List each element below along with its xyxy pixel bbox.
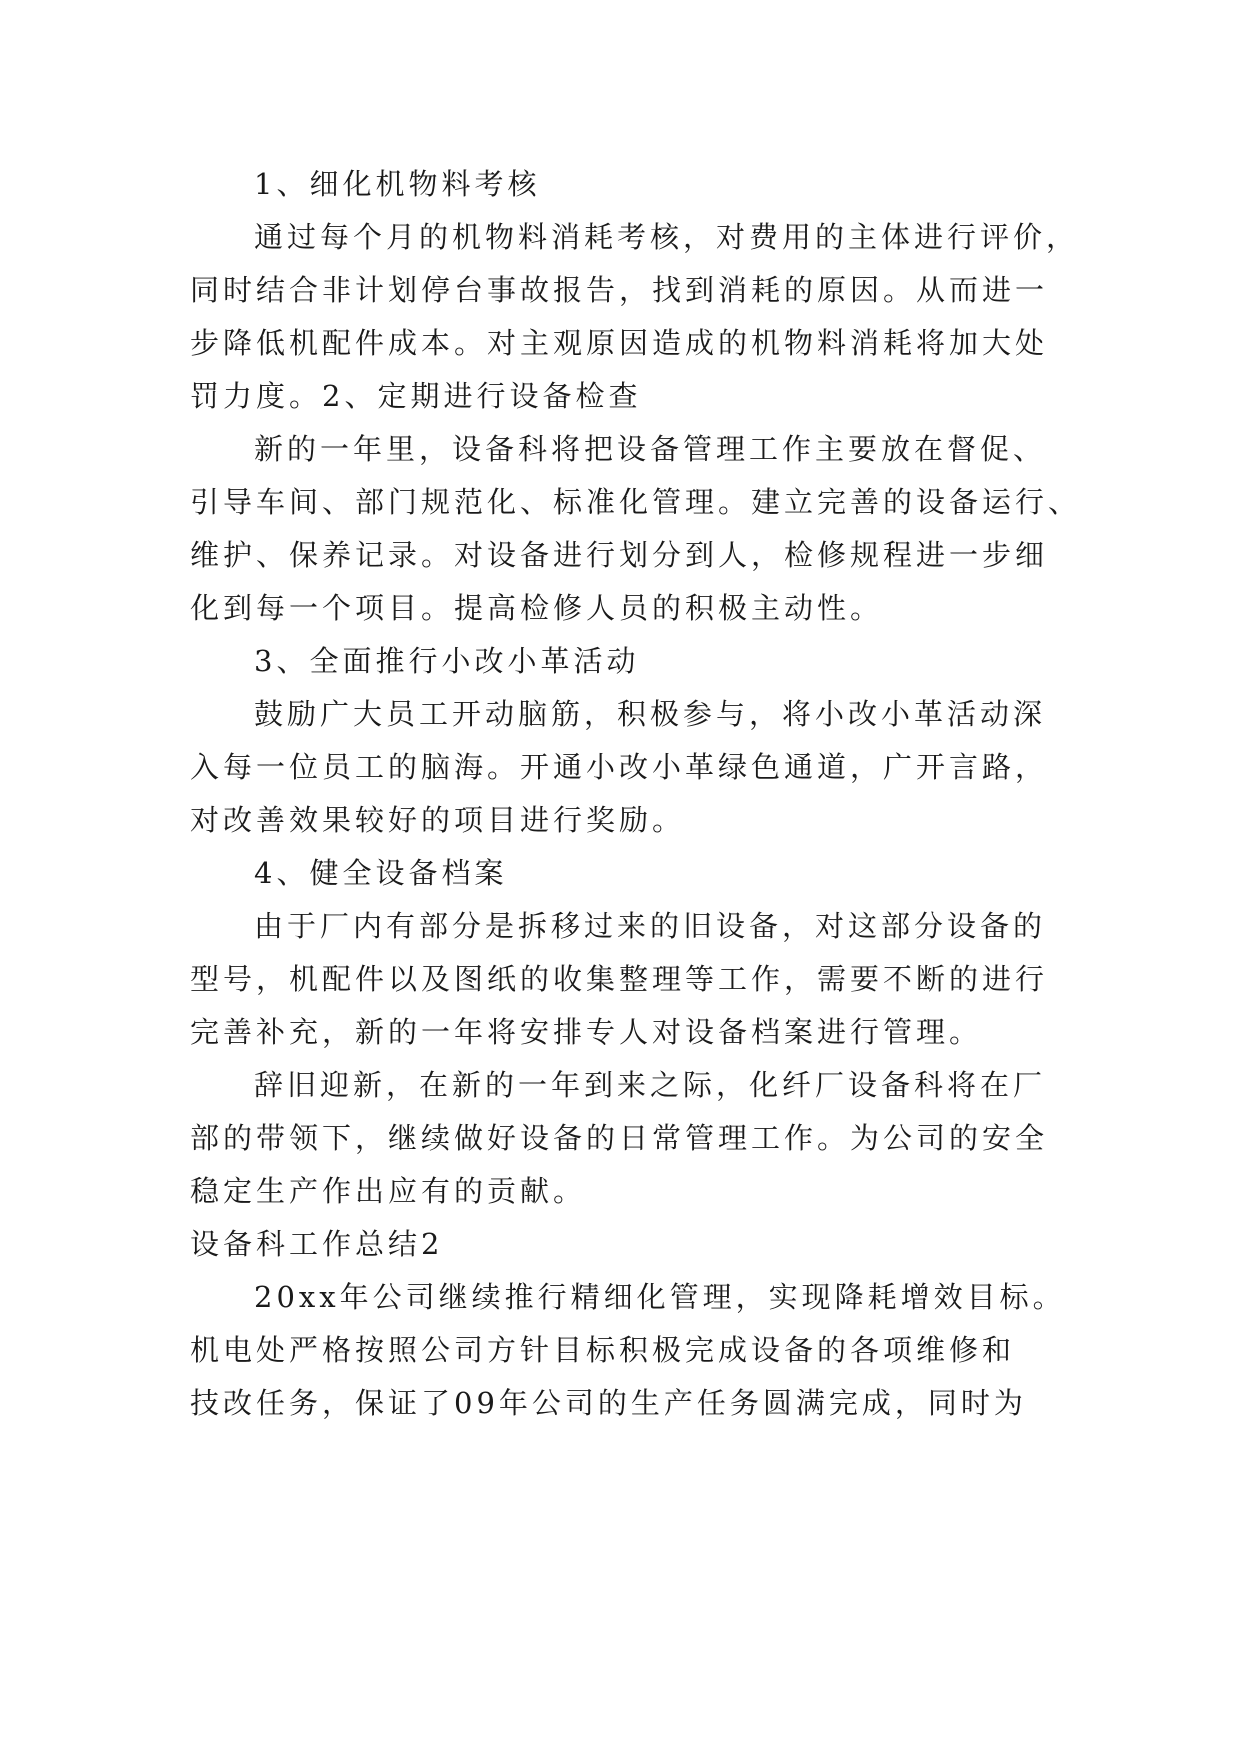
text-line: 技改任务，保证了09年公司的生产任务圆满完成，同时为 (190, 1386, 1027, 1420)
paragraph (190, 688, 1090, 847)
text-line: 同时结合非计划停台事故报告，找到消耗的原因。从而进一 (190, 273, 1049, 307)
text-line: 引导车间、部门规范化、标准化管理。建立完善的设备运行、 (190, 485, 1082, 519)
text-line: 维护、保养记录。对设备进行划分到人，检修规程进一步细 (190, 538, 1049, 572)
paragraph (190, 158, 1090, 211)
paragraph (190, 847, 1090, 900)
text-line: 新的一年里，设备科将把设备管理工作主要放在督促、 (254, 432, 1047, 466)
text-line: 对改善效果较好的项目进行奖励。 (190, 803, 686, 837)
text-line: 罚力度。2、定期进行设备检查 (190, 379, 642, 413)
text-line: 入每一位员工的脑海。开通小改小革绿色通道，广开言路， (190, 750, 1049, 784)
text-line: 1、细化机物料考核 (254, 167, 541, 201)
text-line: 步降低机配件成本。对主观原因造成的机物料消耗将加大处 (190, 326, 1049, 360)
text-line: 稳定生产作出应有的贡献。 (190, 1174, 587, 1208)
text-line: 完善补充，新的一年将安排专人对设备档案进行管理。 (190, 1015, 983, 1049)
text-line: 化到每一个项目。提高检修人员的积极主动性。 (190, 591, 884, 625)
text-line: 3、全面推行小改小革活动 (254, 644, 640, 678)
paragraph (190, 900, 1090, 1059)
paragraph (190, 423, 1090, 635)
document-body (190, 158, 1090, 1430)
paragraph (190, 635, 1090, 688)
text-line: 辞旧迎新，在新的一年到来之际，化纤厂设备科将在厂 (254, 1068, 1047, 1102)
text-line: 20xx年公司继续推行精细化管理，实现降耗增效目标。 (254, 1280, 1066, 1314)
text-line: 4、健全设备档案 (254, 856, 508, 890)
text-line: 设备科工作总结2 (190, 1227, 444, 1261)
paragraph (190, 1271, 1090, 1430)
text-line: 机电处严格按照公司方针目标积极完成设备的各项维修和 (190, 1333, 1016, 1367)
section-heading (190, 1218, 1090, 1271)
paragraph (190, 211, 1090, 423)
text-line: 鼓励广大员工开动脑筋，积极参与，将小改小革活动深 (254, 697, 1047, 731)
text-line: 部的带领下，继续做好设备的日常管理工作。为公司的安全 (190, 1121, 1049, 1155)
text-line: 型号，机配件以及图纸的收集整理等工作，需要不断的进行 (190, 962, 1049, 996)
text-line: 由于厂内有部分是拆移过来的旧设备，对这部分设备的 (254, 909, 1047, 943)
paragraph (190, 1059, 1090, 1218)
text-line: 通过每个月的机物料消耗考核，对费用的主体进行评价， (254, 220, 1080, 254)
